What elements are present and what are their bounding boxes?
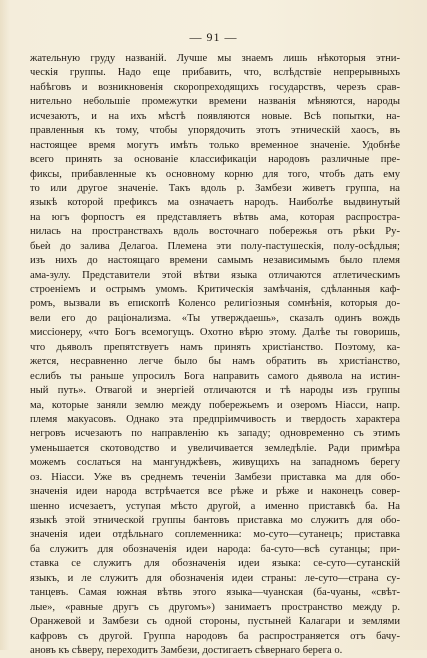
text-line: ный путь». Отвагой и энергіей отличаются и тѣ народы изъ группы <box>30 385 400 397</box>
text-line: ставка се служитъ для обозначенія идеи языка: се-суто—сутанскій <box>30 558 400 570</box>
text-line: жется, несравненно легче было бы намъ обратить въ христіанство, <box>30 356 400 368</box>
text-line: еслибъ ты раньше упросилъ Бога направить самого дьявола на истин- <box>30 370 400 382</box>
text-line: то или другое значеніе. Такъ вдоль р. Замбези живетъ группа, на <box>30 182 400 194</box>
text-line: бьеѝ до залива Делагоа. Племена эти полу-пастушескія, полу-осѣдлыя; <box>30 240 400 252</box>
text-line: ановъ къ сѣверу, переходитъ Замбези, достигаетъ сѣвернаго берега о. <box>30 644 343 656</box>
text-line: племя макуасовъ. Однако эта предпріимчивость и твердость характера <box>30 413 400 425</box>
text-line: набѣговъ и возникновенія скоропреходящихъ государствъ, черезъ срав- <box>30 81 400 93</box>
page-number: — 91 — <box>189 30 238 44</box>
text-line: лые», «равные другъ съ другомъ») занимаетъ пространство между р. <box>30 601 400 613</box>
text-line: что дьяволъ препятствуетъ намъ принять христіанство. Поэтому, ка- <box>30 341 400 353</box>
text-line: негровъ исчезаютъ по направленію къ западу; одновременно съ этимъ <box>30 428 400 440</box>
text-line: на югъ форпостъ ея представляетъ вѣтвь ама, которая распростра- <box>30 211 400 223</box>
text-line: ба служитъ для обозначенія идеи народа: ба-суто—всѣ сутанцы; при- <box>30 543 400 555</box>
text-line: изъ нихъ до настоящаго времени самымъ независимымъ было племя <box>30 255 400 267</box>
text-line: настоящее время могутъ имѣть только временное значеніе. Удобнѣе <box>30 139 400 151</box>
text-line: шенно исчезаетъ, уступая мѣсто другой, а именно приставкѣ ба. На <box>30 500 400 512</box>
text-line: правленныя къ тому, чтобы упорядочить этотъ этническій хаосъ, въ <box>30 125 400 137</box>
text-line: ама-зулу. Представители этой вѣтви языка отличаются атлетическимъ <box>30 269 400 281</box>
text-line: кафровъ съ другой. Группа народовъ ба распространяется отъ бачу- <box>30 630 400 642</box>
text-line: языкъ, и ле служитъ для обозначенія идеи страны: ле-суто—страна су- <box>30 572 400 584</box>
page-body-text <box>30 52 400 658</box>
text-line: оз. Ніасси. Уже въ среднемъ теченіи Замбези приставка ма для обо- <box>30 471 400 483</box>
text-line: значенія идеи народа встрѣчается все рѣже и рѣже и наконецъ совер- <box>30 486 400 498</box>
text-line: можемъ сослаться на мангунджѣевъ, живущихъ на западномъ берегу <box>30 457 400 469</box>
text-line: ческія группы. Надо еще прибавить, что, вслѣдствіе непрерывныхъ <box>30 67 400 79</box>
text-line: вели его до раціонализма. «Ты утверждаешь», сказалъ одинъ вождь <box>30 312 400 324</box>
text-line: жательную груду названій. Лучше мы знаемъ лишь нѣкоторыя этни- <box>30 53 400 64</box>
text-line: языкѣ которой префиксъ ма означаетъ народъ. Наиболѣе выдвинутый <box>30 197 400 209</box>
text-line: танцевъ. Самая южная вѣтвь этого языка—чуанская (ба-чуаны, «свѣт- <box>30 587 400 599</box>
text-line: уменьшается скотоводство и увеличивается земледѣліе. Ради примѣра <box>30 442 400 454</box>
text-line: нилась на пространствахъ вдоль восточнаго побережья отъ рѣки Ру- <box>30 226 400 238</box>
text-line: миссіонеру, «что Богъ всемогущъ. Охотно вѣрю этому. Далѣе ты говоришь, <box>30 327 400 339</box>
text-line: Оранжевой и Замбези съ одной стороны, пустыней Калагари и землями <box>30 616 400 628</box>
text-line: языкѣ этой этнической группы бантовъ приставка мо служитъ для обо- <box>30 515 400 526</box>
text-line: строеніемъ и острымъ умомъ. Критическія замѣчанія, сдѣланныя каф- <box>30 284 400 295</box>
text-line: значенія идеи отдѣльнаго соплеменника: мо-суто—сутанецъ; приставка <box>30 529 400 541</box>
text-line: ма, которые заняли землю между побережьемъ и озеромъ Ніасси, напр. <box>30 399 400 411</box>
text-line: всего принять за основаніе классификаціи народовъ различные пре- <box>30 154 400 166</box>
text-line: нительно небольшіе промежутки времени названія мѣняются, народы <box>30 96 400 108</box>
text-line: исчезаютъ, и на ихъ мѣстѣ появляются новые. Всѣ попытки, на- <box>30 110 400 122</box>
text-line: ромъ, вызвали въ епископѣ Коленсо религіозныя сомнѣнія, которыя до- <box>30 298 400 310</box>
text-line: фиксы, прибавленные къ основному корню для того, чтобъ дать ему <box>30 168 400 180</box>
